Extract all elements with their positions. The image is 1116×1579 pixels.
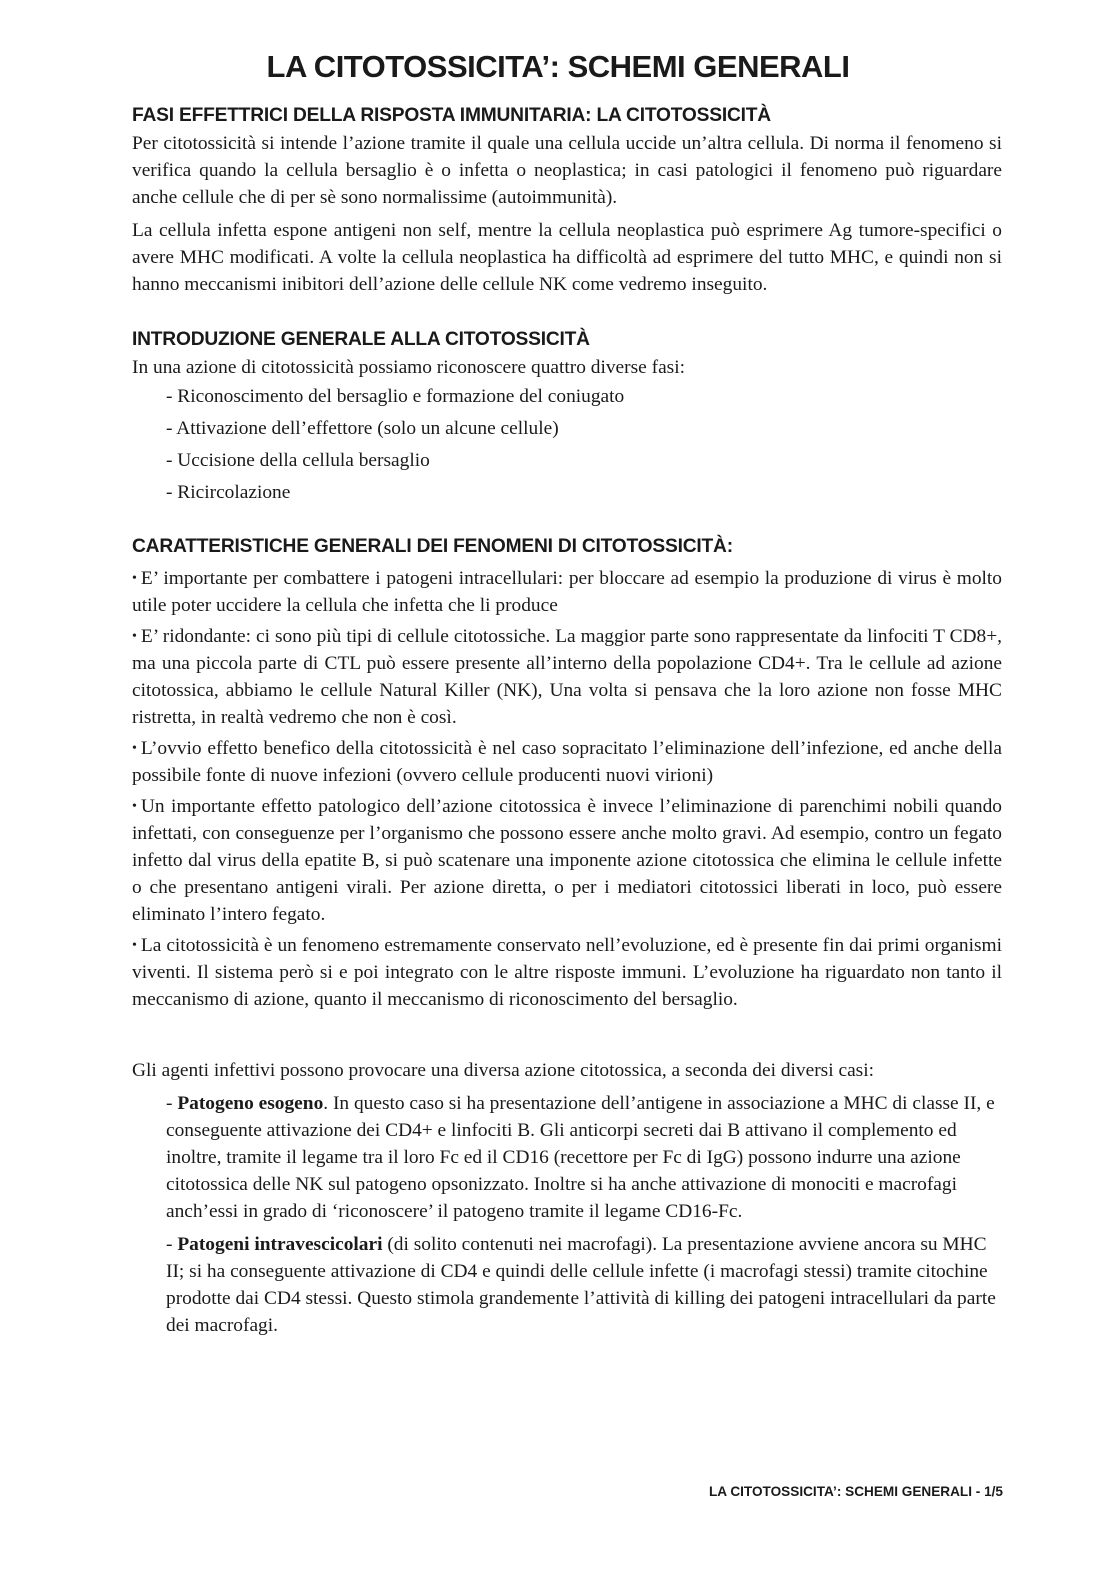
list-item xyxy=(132,565,1002,619)
paragraph-cellula-infetta: La cellula infetta espone antigeni non self, mentre la cellula neoplastica può esprimere Ag tumore-specifici o avere MHC modificati. A volte la cellula neoplastica ha difficoltà ad esprimere del tutto MHC, e quindi non si hanno meccanismi inibitori dell’azione delle cellule NK come vedremo inseguito. xyxy=(132,220,1002,295)
page-footer: LA CITOTOSSICITA’: SCHEMI GENERALI - 1/5 xyxy=(708,1484,1003,1499)
bullet-icon: • xyxy=(132,571,137,586)
bullet-text: E’ ridondante: ci sono più tipi di cellule citotossiche. La maggior parte sono rappresentate da linfociti T CD8+, ma una piccola parte di CTL può essere presente all’interno della popolazione CD4+. Tra le cellule ad azione citotossica, abbiamo le cellule Natural Killer (NK), Una volta si pensava che la loro azione non fosse MHC ristretta, in realtà vedremo che non è così. xyxy=(132,626,1002,728)
list-item xyxy=(132,932,1002,1013)
bullet-icon: • xyxy=(132,938,137,953)
bullet-text: Un importante effetto patologico dell’azione citotossica è invece l’eliminazione di parenchimi nobili quando infettati, con conseguenze per l’organismo che possono essere anche molto gravi. Ad esempio, contro un fegato infetto dal virus della epatite B, si può scatenare una imponente azione citotossica che elimina le cellule infette o che presentano antigeni virali. Per azione diretta, o per i mediatori citotossici liberati in loco, può essere eliminato l’intero fegato. xyxy=(132,796,1002,925)
bullet-text: E’ importante per combattere i patogeni intracellulari: per bloccare ad esempio la produzione di virus è molto utile poter uccidere la cellula che infetta che li produce xyxy=(132,568,1002,616)
document-body xyxy=(132,102,1002,1339)
paragraph-fasi-intro: In una azione di citotossicità possiamo riconoscere quattro diverse fasi: xyxy=(132,357,686,378)
item-patogeno-esogeno xyxy=(166,1090,1002,1225)
characteristics-list xyxy=(132,565,1002,1013)
list-item: - Uccisione della cellula bersaglio xyxy=(166,450,430,471)
paragraph-definizione: Per citotossicità si intende l’azione tramite il quale una cellula uccide un’altra cellula. Di norma il fenomeno si verifica quando la cellula bersaglio è o infetta o neoplastica; in casi patologici il fenomeno può riguardare anche cellule che di per sè sono normalissime (autoimmunità). xyxy=(132,133,1002,208)
list-item xyxy=(132,793,1002,928)
paragraph-agenti-infettivi: Gli agenti infettivi possono provocare una diversa azione citotossica, a seconda dei diversi casi: xyxy=(132,1060,874,1081)
list-item: - Riconoscimento del bersaglio e formazione del coniugato xyxy=(166,386,625,407)
item-dash: - xyxy=(166,1093,178,1114)
phases-list xyxy=(166,381,1002,509)
section-heading-fasi-effettrici: FASI EFFETTRICI DELLA RISPOSTA IMMUNITARIA: LA CITOTOSSICITÀ xyxy=(132,105,771,126)
list-item: - Attivazione dell’effettore (solo un alcune cellule) xyxy=(166,418,559,439)
bullet-text: La citotossicità è un fenomeno estremamente conservato nell’evoluzione, ed è presente fin dai primi organismi viventi. Il sistema però si e poi integrato con le altre risposte immuni. L’evoluzione ha riguardato non tanto il meccanismo di azione, quanto il meccanismo di riconoscimento del bersaglio. xyxy=(132,935,1002,1010)
bullet-icon: • xyxy=(132,741,137,756)
list-item: - Ricircolazione xyxy=(166,482,291,503)
item-patogeni-intravescicolari xyxy=(166,1231,1002,1339)
bullet-icon: • xyxy=(132,629,137,644)
item-text: . In questo caso si ha presentazione dell’antigene in associazione a MHC di classe II, e conseguente attivazione dei CD4+ e linfociti B. Gli anticorpi secreti dai B attivano il complemento ed inoltre, tramite il legame tra il loro Fc ed il CD16 (recettore per Fc di IgG) possono indurre una azione citotossica delle NK sul patogeno opsonizzato. Inoltre si ha anche attivazione di monociti e macrofagi anch’essi in grado di ‘riconoscere’ il patogeno tramite il legame CD16-Fc. xyxy=(166,1093,995,1222)
page-title: LA CITOTOSSICITA’: SCHEMI GENERALI xyxy=(266,49,850,84)
item-dash: - xyxy=(166,1234,178,1255)
list-item xyxy=(132,735,1002,789)
section-heading-introduzione: INTRODUZIONE GENERALE ALLA CITOTOSSICITÀ xyxy=(132,329,590,350)
section-heading-caratteristiche: CARATTERISTICHE GENERALI DEI FENOMENI DI CITOTOSSICITÀ: xyxy=(132,536,733,557)
item-text: (di solito contenuti nei macrofagi). La presentazione avviene ancora su MHC II; si ha conseguente attivazione di CD4 e quindi delle cellule infette (i macrofagi stessi) tramite citochine prodotte dai CD4 stessi. Questo stimola grandemente l’attività di killing dei patogeni intracellulari da parte dei macrofagi. xyxy=(166,1234,996,1336)
item-term: Patogeno esogeno xyxy=(177,1093,324,1114)
item-term: Patogeni intravescicolari xyxy=(177,1234,383,1255)
list-item xyxy=(132,623,1002,731)
bullet-icon: • xyxy=(132,799,137,814)
bullet-text: L’ovvio effetto benefico della citotossicità è nel caso sopracitato l’eliminazione dell’infezione, ed anche della possibile fonte di nuove infezioni (ovvero cellule producenti nuovi virioni) xyxy=(132,738,1002,786)
